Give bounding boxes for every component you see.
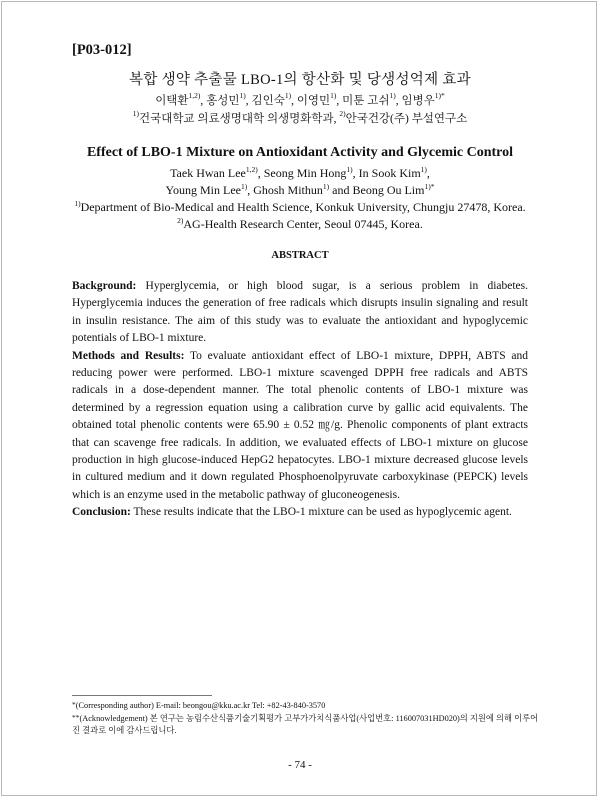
page-number: - 74 - xyxy=(288,759,312,771)
korean-title: 복합 생약 추출물 LBO-1의 항산화 및 당생성억제 효과 xyxy=(129,72,471,88)
author-separator: , xyxy=(395,95,402,107)
author-affiliation-marker: 1) xyxy=(240,182,248,191)
abstract-body xyxy=(72,278,528,522)
corresponding-text: (Corresponding author) E-mail: beongou@kku.ac.kr Tel: +82-43-840-3570 xyxy=(75,701,326,710)
corresponding-author-footnote xyxy=(72,700,542,712)
english-title: Effect of LBO-1 Mixture on Antioxidant Activity and Glycemic Control xyxy=(86,145,514,160)
author-name: 미툰 고쉬 xyxy=(342,95,390,107)
author-affiliation-marker: 1,2) xyxy=(188,91,201,100)
author-affiliation-marker: 1) xyxy=(322,182,330,191)
background-label: Background: xyxy=(72,280,137,292)
affiliation-text: 건국대학교 의료생명대학 의생명화학과, xyxy=(139,113,340,125)
presentation-code: [P03-012] xyxy=(72,42,132,58)
author-name: Ghosh Mithun xyxy=(253,183,323,197)
methods-label: Methods and Results: xyxy=(72,349,185,362)
author-separator: , xyxy=(426,166,430,180)
author-affiliation-marker: 1) xyxy=(239,91,246,100)
author-name: Young Min Lee xyxy=(165,183,241,197)
methods-paragraph xyxy=(72,348,528,505)
author-separator: and xyxy=(329,183,353,197)
corresponding-mark: * xyxy=(72,700,76,709)
background-text: Hyperglycemia, or high blood sugar, is a serious problem in diabetes. Hyperglycemia induces the generation of free radicals which disrupts insulin signaling and result in insulin resistance. The aim of this study was to evaluate the antioxidant and hypoglycemic potentials of LBO-1 mixture. xyxy=(72,280,528,345)
author-separator: , xyxy=(245,95,252,107)
affiliation-marker: 1) xyxy=(132,109,139,118)
english-authors-line-1 xyxy=(0,166,600,181)
english-affiliation-1 xyxy=(0,200,600,215)
conclusion-text: These results indicate that the LBO-1 mixture can be used as hypoglycemic agent. xyxy=(130,506,512,519)
methods-text: To evaluate antioxidant effect of LBO-1 mixture, DPPH, ABTS and reducing power were performed. LBO-1 mixture scavenged DPPH free radicals and ABTS radicals in a dose-dependent manner. The total phenolic contents of LBO-1 mixture was determined by a regression equation using a calibration curve by gallic acid equivalents. The obtained total phenolic contents were 65.90 ± 0.52 ㎎/g. Phenolic components of plant extracts that can scavenge free radicals. In addition, we evaluated effects of LBO-1 mixture on glucose production in high glucose-induced HepG2 hepatocytes. LBO-1 mixture decreased glucose levels in cultured medium and it down regulated Phosphoenolpyruvate carboxykinase (PEPCK) levels which is an enzyme used in the metabolic pathway of gluconeogenesis. xyxy=(72,349,528,501)
author-separator: , xyxy=(291,95,297,107)
author-separator: , xyxy=(257,166,264,180)
author-affiliation-marker: 1) xyxy=(346,165,353,174)
author-name: 이영민 xyxy=(296,95,331,107)
abstract-heading: ABSTRACT xyxy=(271,250,329,261)
author-name: 임병우 xyxy=(401,95,435,107)
author-name: Taek Hwan Lee xyxy=(170,166,246,180)
author-name: Beong Ou Lim xyxy=(352,183,425,197)
author-affiliation-marker: 1,2) xyxy=(245,165,258,174)
affiliation-1-marker: 1) xyxy=(74,199,81,208)
author-separator: , xyxy=(247,183,254,197)
author-affiliation-marker: 1)* xyxy=(424,182,435,191)
affiliation-1-text: Department of Bio-Medical and Health Science, Konkuk University, Chungju 27478, Korea. xyxy=(80,200,526,214)
affiliation-text: 안국건강(주) 부설연구소 xyxy=(345,113,468,125)
author-separator: , xyxy=(336,95,343,107)
acknowledgement-mark: ** xyxy=(72,713,80,722)
affiliation-marker: 2) xyxy=(339,109,346,118)
english-authors-line-2 xyxy=(0,183,600,198)
acknowledgement-text: (Acknowledgement) 본 연구는 농림수산식품기술기획평가 고부가가치식품사업(사업번호: 116007031HD020)의 지원에 의해 이루어진 결과로 이에 감사드립니다. xyxy=(72,714,539,735)
author-separator: , xyxy=(200,95,207,107)
author-affiliation-marker: 1) xyxy=(330,91,337,100)
author-affiliation-marker: 1) xyxy=(389,91,396,100)
affiliation-2-marker: 2) xyxy=(177,216,184,225)
korean-authors xyxy=(0,92,600,108)
author-name: 홍성민 xyxy=(206,95,240,107)
footnote-divider xyxy=(72,695,212,696)
author-separator: , xyxy=(352,166,359,180)
background-paragraph xyxy=(72,278,528,348)
conclusion-label: Conclusion: xyxy=(72,506,131,519)
korean-affiliations xyxy=(0,110,600,126)
english-affiliation-2 xyxy=(0,217,600,232)
conclusion-paragraph xyxy=(72,504,528,521)
author-affiliation-marker: 1)* xyxy=(434,91,445,100)
acknowledgement-footnote xyxy=(72,713,542,737)
author-name: Seong Min Hong xyxy=(263,166,347,180)
author-name: 김인숙 xyxy=(251,95,285,107)
author-name: In Sook Kim xyxy=(358,166,421,180)
author-affiliation-marker: 1) xyxy=(284,91,292,100)
author-name: 이택환 xyxy=(155,95,189,107)
author-affiliation-marker: 1) xyxy=(420,165,427,174)
affiliation-2-text: AG-Health Research Center, Seoul 07445, Korea. xyxy=(183,217,423,231)
